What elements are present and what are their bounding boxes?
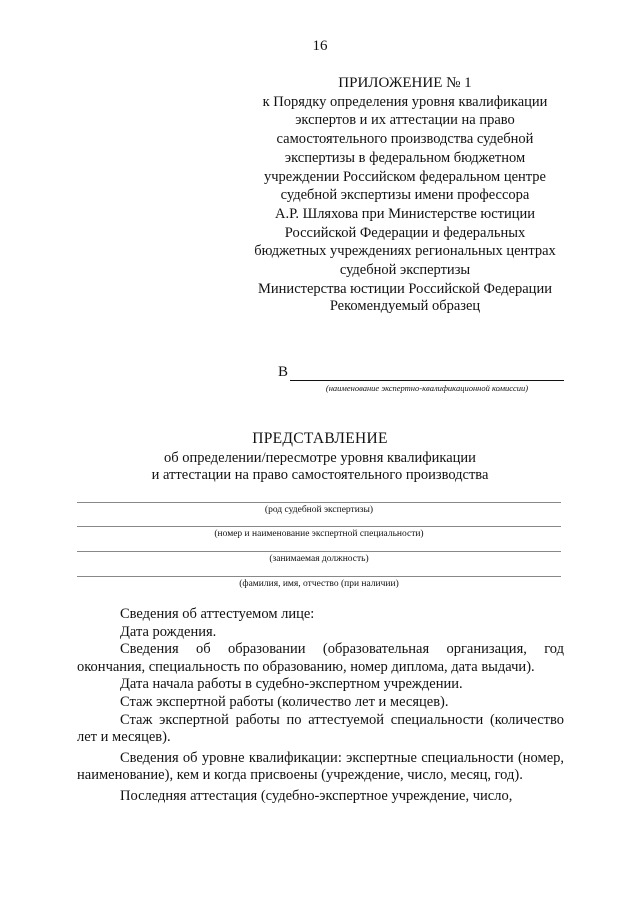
appendix-line: экспертов и их аттестации на право xyxy=(295,112,515,129)
form-caption: (номер и наименование экспертной специальности) xyxy=(214,529,424,539)
recommended-sample-label: Рекомендуемый образец xyxy=(329,298,481,314)
form-line[interactable] xyxy=(77,576,561,577)
form-caption: (род судебной экспертизы) xyxy=(264,505,374,515)
document-title: ПРЕДСТАВЛЕНИЕ xyxy=(252,430,388,447)
appendix-line: А.Р. Шляхова при Министерстве юстиции xyxy=(274,205,536,222)
appendix-header xyxy=(230,74,580,298)
appendix-line: экспертизы в федеральном бюджетном xyxy=(284,149,526,166)
page-number: 16 xyxy=(312,38,328,54)
form-field-full-name xyxy=(77,576,561,589)
appendix-line: самостоятельного производства судебной xyxy=(276,131,534,148)
form-line[interactable] xyxy=(77,551,561,552)
form-line[interactable] xyxy=(77,526,561,527)
document-subtitle: и аттестации на право самостоятельного производства xyxy=(151,467,489,483)
commission-field xyxy=(278,363,578,393)
paragraph: Стаж экспертной работы по аттестуемой специальности (количество лет и месяцев). xyxy=(77,711,564,746)
appendix-line: учреждении Российском федеральном центре xyxy=(264,168,546,185)
appendix-line: судебной экспертизы имени профессора xyxy=(280,187,530,204)
paragraph: Дата начала работы в судебно-экспертном учреждении. xyxy=(120,676,463,693)
paragraph: Дата рождения. xyxy=(120,623,217,640)
appendix-title: ПРИЛОЖЕНИЕ № 1 xyxy=(338,75,472,91)
form-field-expertise-type xyxy=(77,502,561,515)
document-body xyxy=(77,606,564,806)
paragraph: Сведения об образовании (образовательная организация, год окончания, специальность по образованию, номер диплома, дата выдачи). xyxy=(77,641,564,675)
appendix-line: бюджетных учреждениях региональных центрах xyxy=(254,243,556,260)
form-caption: (фамилия, имя, отчество (при наличии) xyxy=(239,579,399,589)
appendix-line: к Порядку определения уровня квалификации xyxy=(262,93,548,110)
appendix-line: судебной экспертизы xyxy=(339,262,471,279)
commission-line[interactable] xyxy=(290,380,564,381)
form-line[interactable] xyxy=(77,502,561,503)
paragraph: Последняя аттестация (судебно-экспертное учреждение, число, xyxy=(120,787,513,804)
commission-prefix: В xyxy=(278,364,289,380)
appendix-line: Российской Федерации и федеральных xyxy=(284,224,526,241)
paragraph: Сведения об уровне квалификации: экспертные специальности (номер, наименование), кем и когда присвоены (учреждение, число, месяц, год). xyxy=(77,749,564,784)
commission-caption: (наименование экспертно-квалификационной комиссии) xyxy=(325,383,529,393)
paragraph: Сведения об аттестуемом лице: xyxy=(120,606,315,622)
form-field-specialty xyxy=(77,526,561,539)
document-subtitle: об определении/пересмотре уровня квалификации xyxy=(164,450,476,466)
form-caption: (занимаемая должность) xyxy=(269,554,369,564)
appendix-line: Министерства юстиции Российской Федерации xyxy=(258,280,552,297)
form-field-position xyxy=(77,551,561,564)
paragraph: Стаж экспертной работы (количество лет и месяцев). xyxy=(120,693,449,710)
